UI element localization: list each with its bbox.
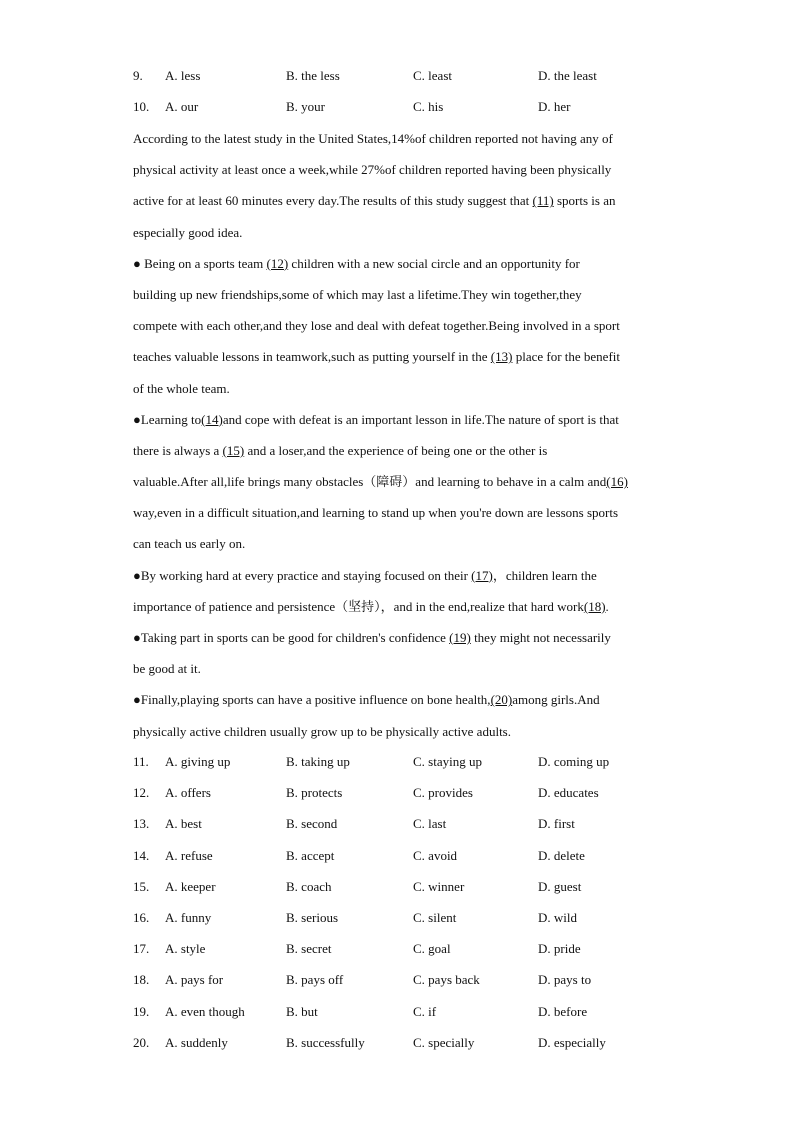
option-d: D. delete [538, 848, 585, 863]
option-d: D. educates [538, 785, 599, 800]
question-row-17 [133, 939, 693, 959]
option-d: D. wild [538, 910, 577, 925]
passage-line [133, 622, 673, 653]
question-row-13 [133, 814, 693, 834]
question-number: 16. [133, 910, 150, 925]
passage-line: especially good idea. [133, 224, 243, 240]
option-a: A. offers [165, 785, 211, 800]
option-a: A. style [165, 941, 206, 956]
question-number: 15. [133, 879, 150, 894]
option-b: B. serious [286, 910, 338, 925]
blank-20: (20) [490, 692, 513, 708]
passage-line: physically active children usually grow up to be physically active adults. [133, 723, 511, 739]
text: teaches valuable lessons in teamwork,such as putting yourself in the [133, 349, 491, 365]
question-number: 19. [133, 1004, 150, 1019]
passage-line [133, 560, 673, 591]
passage-line [133, 591, 673, 622]
question-row-14 [133, 846, 693, 866]
option-c: C. goal [413, 941, 451, 956]
text: ●Learning to [133, 411, 202, 427]
option-c: C. specially [413, 1035, 475, 1050]
text: ●Finally,playing sports can have a positive influence on bone health, [133, 692, 491, 708]
option-a: A. pays for [165, 972, 224, 987]
option-d: D. coming up [538, 754, 610, 769]
passage-line [133, 404, 673, 435]
passage [133, 123, 673, 747]
passage-line [133, 341, 673, 372]
text: importance of patience and persistence（坚持），and in the end,realize that hard work [133, 598, 584, 614]
option-d: D. especially [538, 1035, 606, 1050]
option-a: A. keeper [165, 879, 216, 894]
passage-line: compete with each other,and they lose and deal with defeat together.Being involved in a sport [133, 318, 620, 334]
question-row-18 [133, 970, 693, 990]
question-number: 12. [133, 785, 150, 800]
passage-line: According to the latest study in the United States,14%of children reported not having any of [133, 131, 613, 146]
option-d: D. the least [538, 68, 597, 83]
question-row-12 [133, 783, 693, 803]
option-c: C. winner [413, 879, 465, 894]
option-c: C. last [413, 816, 447, 831]
text: they might not necessarily [470, 630, 611, 645]
option-b: B. taking up [286, 754, 350, 769]
option-b: B. second [286, 816, 338, 831]
question-row-20 [133, 1033, 693, 1053]
text: among girls.And [512, 692, 600, 708]
blank-11: (11) [532, 193, 554, 209]
question-number: 17. [133, 941, 150, 956]
option-d: D. pride [538, 941, 581, 956]
option-b: B. secret [286, 941, 332, 956]
option-c: C. pays back [413, 972, 480, 987]
text: ●By working hard at every practice and staying focused on their [133, 567, 472, 583]
passage-line [133, 435, 673, 466]
option-b: B. pays off [286, 972, 344, 987]
passage-line: can teach us early on. [133, 536, 246, 552]
option-b: B. protects [286, 785, 343, 800]
text: and a loser,and the experience of being one or the other is [244, 442, 548, 458]
option-c: C. provides [413, 785, 473, 800]
option-a: A. best [165, 816, 202, 831]
option-a: A. giving up [165, 754, 231, 769]
option-c: C. avoid [413, 848, 458, 863]
option-d: D. before [538, 1004, 588, 1019]
option-b: B. accept [286, 848, 335, 863]
option-c: C. if [413, 1004, 437, 1019]
blank-15: (15) [222, 442, 245, 458]
blank-13: (13) [490, 349, 513, 365]
option-c: C. least [413, 68, 452, 83]
question-row-9 [133, 66, 693, 86]
question-row-15 [133, 877, 693, 897]
question-number: 10. [133, 99, 150, 114]
option-a: A. refuse [165, 848, 213, 863]
option-b: B. your [286, 99, 325, 114]
option-c: C. his [413, 99, 444, 114]
option-a: A. our [165, 99, 199, 114]
text: place for the benefit [512, 349, 621, 365]
question-row-16 [133, 908, 693, 928]
question-row-19 [133, 1002, 693, 1022]
text: ● Being on a sports team [133, 255, 267, 271]
blank-17: (17) [471, 567, 493, 583]
option-b: B. coach [286, 879, 332, 894]
option-a: A. less [165, 68, 201, 83]
passage-line [133, 185, 673, 216]
text: valuable.After all,life brings many obstacles（障碍）and learning to behave in a calm and [133, 474, 607, 490]
question-number: 18. [133, 972, 150, 987]
option-d: D. her [538, 99, 571, 114]
blank-14: (14) [201, 411, 223, 427]
option-a: A. funny [165, 910, 212, 925]
text: there is always a [133, 442, 223, 458]
question-number: 11. [133, 754, 149, 769]
option-b: B. successfully [286, 1035, 365, 1050]
question-number: 14. [133, 848, 150, 863]
option-d: D. pays to [538, 972, 592, 987]
text: and cope with defeat is an important lesson in life.The nature of sport is that [222, 411, 619, 427]
passage-line: physical activity at least once a week,while 27%of children reported having been physically [133, 162, 612, 178]
blank-18: (18) [583, 598, 606, 614]
text: . [605, 598, 609, 614]
text: ●Taking part in sports can be good for children's confidence [133, 630, 450, 645]
passage-line: building up new friendships,some of which may last a lifetime.They win together,they [133, 286, 582, 302]
text: active for at least 60 minutes every day.The results of this study suggest that [133, 193, 533, 209]
option-a: A. suddenly [165, 1035, 228, 1050]
text: children with a new social circle and an opportunity for [288, 255, 580, 271]
question-number: 13. [133, 816, 150, 831]
blank-16: (16) [606, 474, 628, 490]
option-b: B. the less [286, 68, 340, 83]
passage-line: of the whole team. [133, 380, 230, 396]
passage-line: way,even in a difficult situation,and learning to stand up when you're down are lessons sports [133, 505, 619, 521]
passage-line: be good at it. [133, 661, 201, 677]
question-number: 20. [133, 1035, 150, 1050]
text: ，children learn the [492, 567, 597, 583]
option-c: C. staying up [413, 754, 482, 769]
blank-19: (19) [449, 630, 471, 645]
option-c: C. silent [413, 910, 457, 925]
question-row-10 [133, 97, 693, 117]
passage-line [133, 466, 673, 497]
question-number: 9. [133, 68, 143, 83]
option-d: D. guest [538, 879, 582, 894]
option-b: B. but [286, 1004, 318, 1019]
option-d: D. first [538, 816, 575, 831]
blank-12: (12) [266, 255, 289, 271]
text: sports is an [553, 193, 616, 209]
passage-line [133, 684, 673, 715]
option-a: A. even though [165, 1004, 245, 1019]
passage-line [133, 248, 673, 279]
question-row-11 [133, 752, 693, 772]
